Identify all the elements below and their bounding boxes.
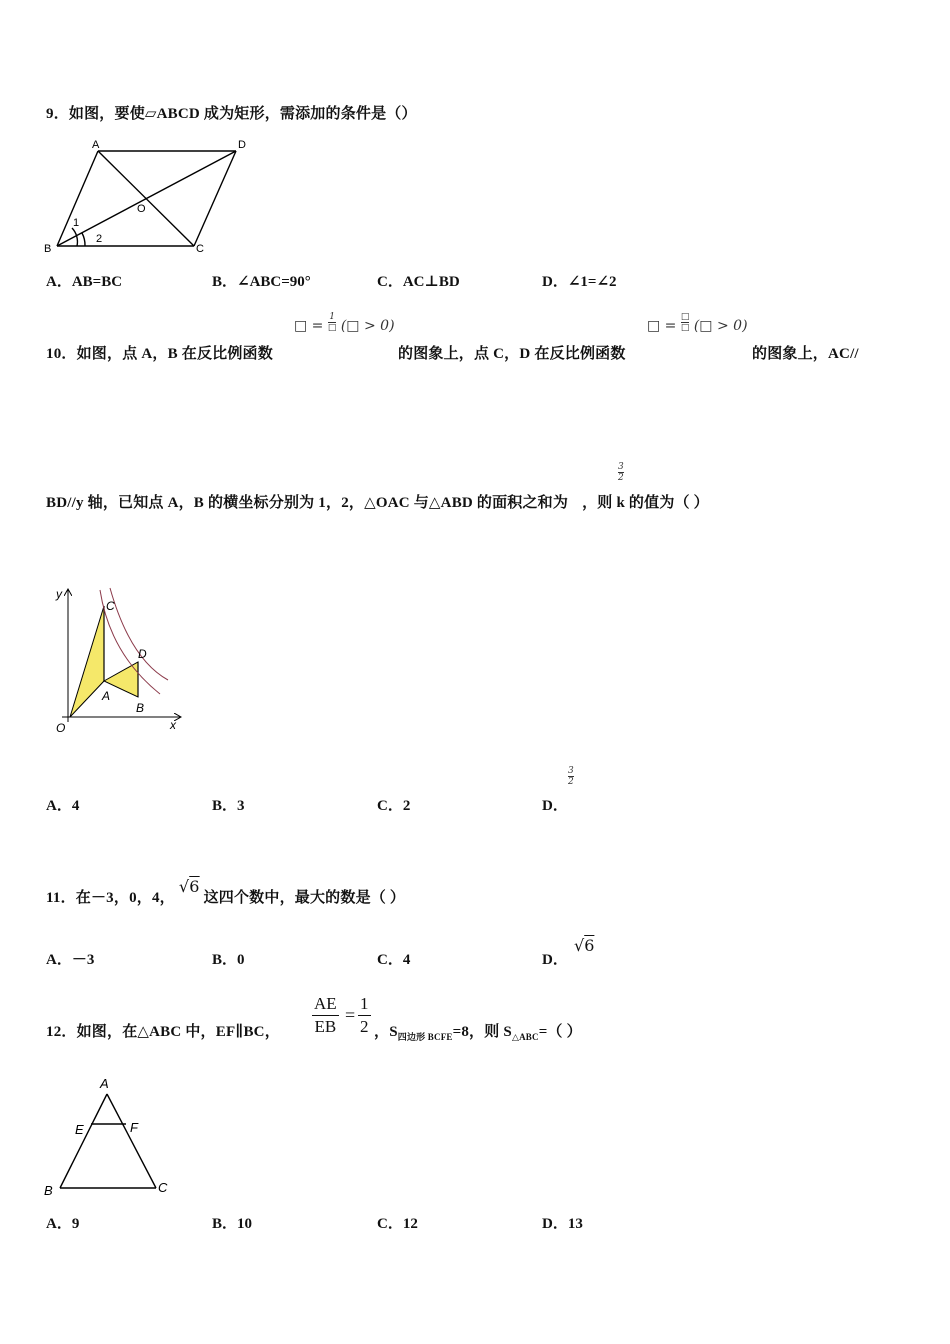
q12-label-B: B xyxy=(44,1183,53,1198)
q11-option-c[interactable]: C．4 xyxy=(377,952,411,968)
q9-stem: 9．如图，要使▱ABCD 成为矩形，需添加的条件是（） xyxy=(46,106,417,122)
q10-function-2: □ = $\frac{□}{□}$ (□ > 0) xyxy=(647,312,748,334)
q11-option-d[interactable]: D． xyxy=(542,952,568,968)
q10-stem-part3: 的图象上，AC// xyxy=(752,346,859,362)
q10-option-b[interactable]: B．3 xyxy=(212,798,245,814)
q10-stem-part1: 10．如图，点 A，B 在反比例函数 xyxy=(46,346,273,362)
q10-stem-line2: BD//y 轴，已知点 A，B 的横坐标分别为 1，2，△OAC 与△ABD 的面积之和为 ，则 k 的值为（ ） xyxy=(46,495,709,511)
q10-function-1: □ = $\frac{1}{□}$ (□ > 0) xyxy=(294,312,395,334)
q9-label-A: A xyxy=(92,139,100,151)
q12-stem-part1: 12．如图，在△ABC 中，EF∥BC， xyxy=(46,1024,280,1040)
q12-option-a[interactable]: A．9 xyxy=(46,1216,80,1232)
q9-label-O: O xyxy=(137,203,146,215)
q11-stem: 11．在－3，0，4， √6 这四个数中，最大的数是（ ） xyxy=(46,877,406,906)
q9-option-a[interactable]: A．AB=BC xyxy=(46,274,123,290)
q10-option-d[interactable]: D． xyxy=(542,798,568,814)
q12-label-C: C xyxy=(158,1180,168,1195)
q10-stem-part2: 的图象上，点 C，D 在反比例函数 xyxy=(398,346,626,362)
q10-label-B: B xyxy=(136,701,145,715)
q12-label-E: E xyxy=(75,1122,84,1137)
q9-option-c[interactable]: C．AC⊥BD xyxy=(377,274,460,290)
q10-option-d-fraction: $\frac{3}{2}$ xyxy=(568,766,574,787)
q12-label-A: A xyxy=(100,1076,109,1091)
q12-option-c[interactable]: C．12 xyxy=(377,1216,418,1232)
q9-option-b[interactable]: B．∠ABC=90° xyxy=(212,274,311,290)
q9-parallelogram-figure xyxy=(40,136,255,256)
q10-sum-fraction: $\frac{3}{2}$ xyxy=(618,462,624,483)
q9-label-D: D xyxy=(238,139,246,151)
q9-label-angle2: 2 xyxy=(96,233,103,245)
q11-option-a[interactable]: A．－3 xyxy=(46,952,95,968)
q10-label-C: C xyxy=(106,599,115,613)
q12-label-F: F xyxy=(130,1120,138,1135)
q10-option-a[interactable]: A．4 xyxy=(46,798,80,814)
q10-label-y: y xyxy=(56,587,62,601)
q11-sqrt-six: √6 xyxy=(178,877,200,896)
q9-label-C: C xyxy=(196,243,204,255)
q12-stem-part2: ，$S_{四边形 BCFE}=8$，则 $S_{\triangle ABC}=$（ ） xyxy=(374,1024,582,1042)
q12-ratio-fraction: $\frac{AE}{EB}$ xyxy=(314,994,337,1036)
q12-triangle-figure xyxy=(40,1074,180,1199)
q11-option-b[interactable]: B．0 xyxy=(212,952,245,968)
q10-label-O: O xyxy=(56,721,66,735)
q12-option-d[interactable]: D．13 xyxy=(542,1216,583,1232)
q10-label-A: A xyxy=(102,689,111,703)
q12-ratio-value: $\frac{1}{2}$ xyxy=(360,994,369,1036)
q10-hyperbola-figure xyxy=(40,584,190,744)
q10-option-c[interactable]: C．2 xyxy=(377,798,411,814)
q10-label-x: x xyxy=(170,718,176,732)
q12-option-b[interactable]: B．10 xyxy=(212,1216,253,1232)
q9-label-B: B xyxy=(44,243,52,255)
q9-label-angle1: 1 xyxy=(73,217,80,229)
q12-equals: = xyxy=(345,1005,356,1025)
q9-option-d[interactable]: D．∠1=∠2 xyxy=(542,274,617,290)
q10-label-D: D xyxy=(138,647,147,661)
q11-option-d-sqrt: √6 xyxy=(574,936,595,955)
